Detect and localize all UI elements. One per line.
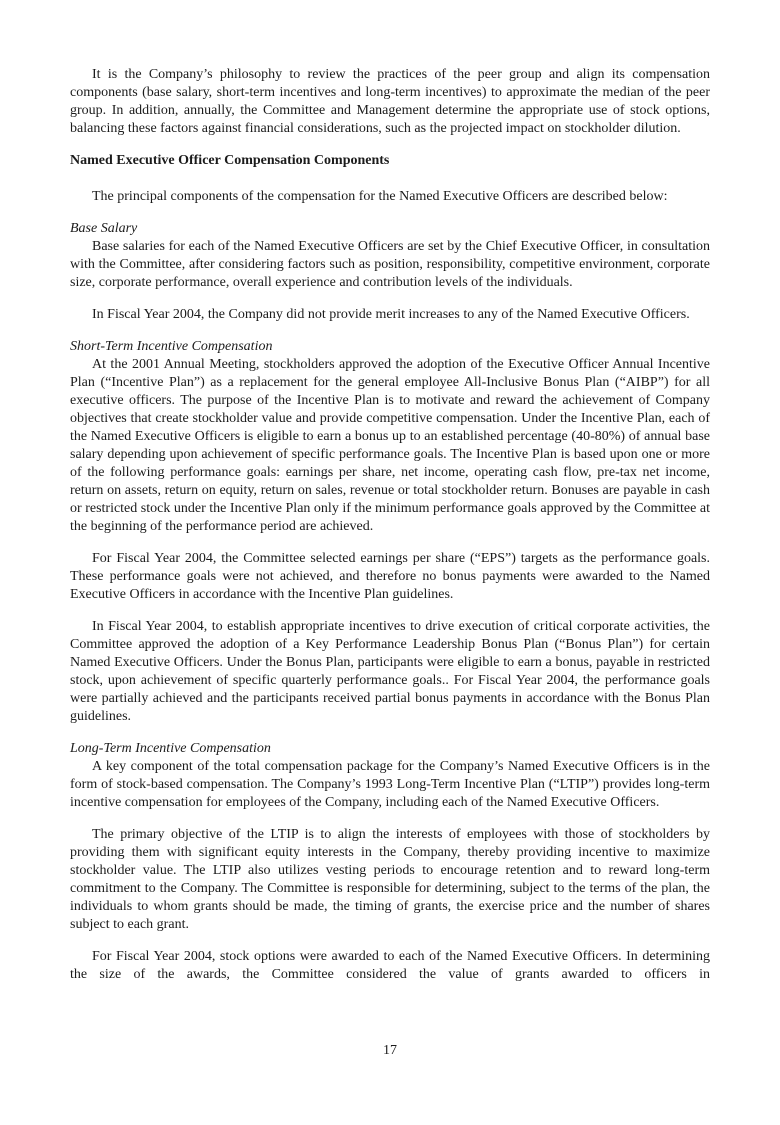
body-paragraph: For Fiscal Year 2004, the Committee selected earnings per share (“EPS”) targets as the performance goals. These performance goals were not achieved, and therefore no bonus payments were awarded to the Named Executive Officers in accordance with the Incentive Plan guidelines. [70,551,710,602]
page-number: 17 [383,1043,397,1058]
subsection-heading-short-term-incentive: Short-Term Incentive Compensation [70,339,273,354]
subsection-heading-long-term-incentive: Long-Term Incentive Compensation [70,741,271,756]
subsection-heading-base-salary: Base Salary [70,221,138,236]
body-paragraph: At the 2001 Annual Meeting, stockholders approved the adoption of the Executive Officer Annual Incentive Plan (“Incentive Plan”) as a replacement for the general employee All-Inclusive Bonus Plan (“AIBP”) for all executive officers. The purpose of the Incentive Plan is to motivate and reward the achievement of Company objectives that create stockholder value and provide competitive compensation. Under the Incentive Plan, each of the Named Executive Officers is eligible to earn a bonus up to an established percentage (40-80%) of annual base salary depending upon achievement of specific performance goals. The Incentive Plan is based upon one or more of the following performance goals: earnings per share, net income, operating cash flow, pre-tax net income, return on assets, return on equity, return on sales, revenue or total stockholder return. Bonuses are payable in cash or restricted stock under the Incentive Plan only if the minimum performance goals approved by the Committee at the beginning of the performance period are achieved. [70,357,710,534]
body-paragraph: In Fiscal Year 2004, to establish appropriate incentives to drive execution of critical corporate activities, the Committee approved the adoption of a Key Performance Leadership Bonus Plan (“Bonus Plan”) for certain Named Executive Officers. Under the Bonus Plan, participants were eligible to earn a bonus, payable in restricted stock, upon achievement of specific quarterly performance goals.. For Fiscal Year 2004, the performance goals were partially achieved and the participants received partial bonus payments in accordance with the Bonus Plan guidelines. [70,619,710,724]
body-paragraph: In Fiscal Year 2004, the Company did not provide merit increases to any of the Named Executive Officers. [92,307,690,322]
body-paragraph: Base salaries for each of the Named Executive Officers are set by the Chief Executive Officer, in consultation with the Committee, after considering factors such as position, responsibility, competitive environment, corporate size, corporate performance, overall experience and contribution levels of the individuals. [70,239,710,290]
body-paragraph: The principal components of the compensation for the Named Executive Officers are described below: [92,189,668,204]
body-paragraph: A key component of the total compensation package for the Company’s Named Executive Officers is in the form of stock-based compensation. The Company’s 1993 Long-Term Incentive Plan (“LTIP”) provides long-term incentive compensation for employees of the Company, including each of the Named Executive Officers. [70,759,710,810]
section-heading: Named Executive Officer Compensation Components [70,153,390,168]
body-paragraph: It is the Company’s philosophy to review the practices of the peer group and align its compensation components (base salary, short-term incentives and long-term incentives) to approximate the median of the peer group. In addition, annually, the Committee and Management determine the appropriate use of stock options, balancing these factors against financial considerations, such as the projected impact on stockholder dilution. [70,67,710,136]
body-paragraph: The primary objective of the LTIP is to align the interests of employees with those of stockholders by providing them with significant equity interests in the Company, thereby providing incentive to maximize stockholder value. The LTIP also utilizes vesting periods to encourage retention and to reward long-term commitment to the Company. The Committee is responsible for determining, subject to the terms of the plan, the individuals to whom grants should be made, the timing of grants, the exercise price and the number of shares subject to each grant. [70,827,710,932]
body-paragraph: For Fiscal Year 2004, stock options were awarded to each of the Named Executive Officers. In determining the size of the awards, the Committee considered the value of grants awarded to officers in [70,949,710,982]
